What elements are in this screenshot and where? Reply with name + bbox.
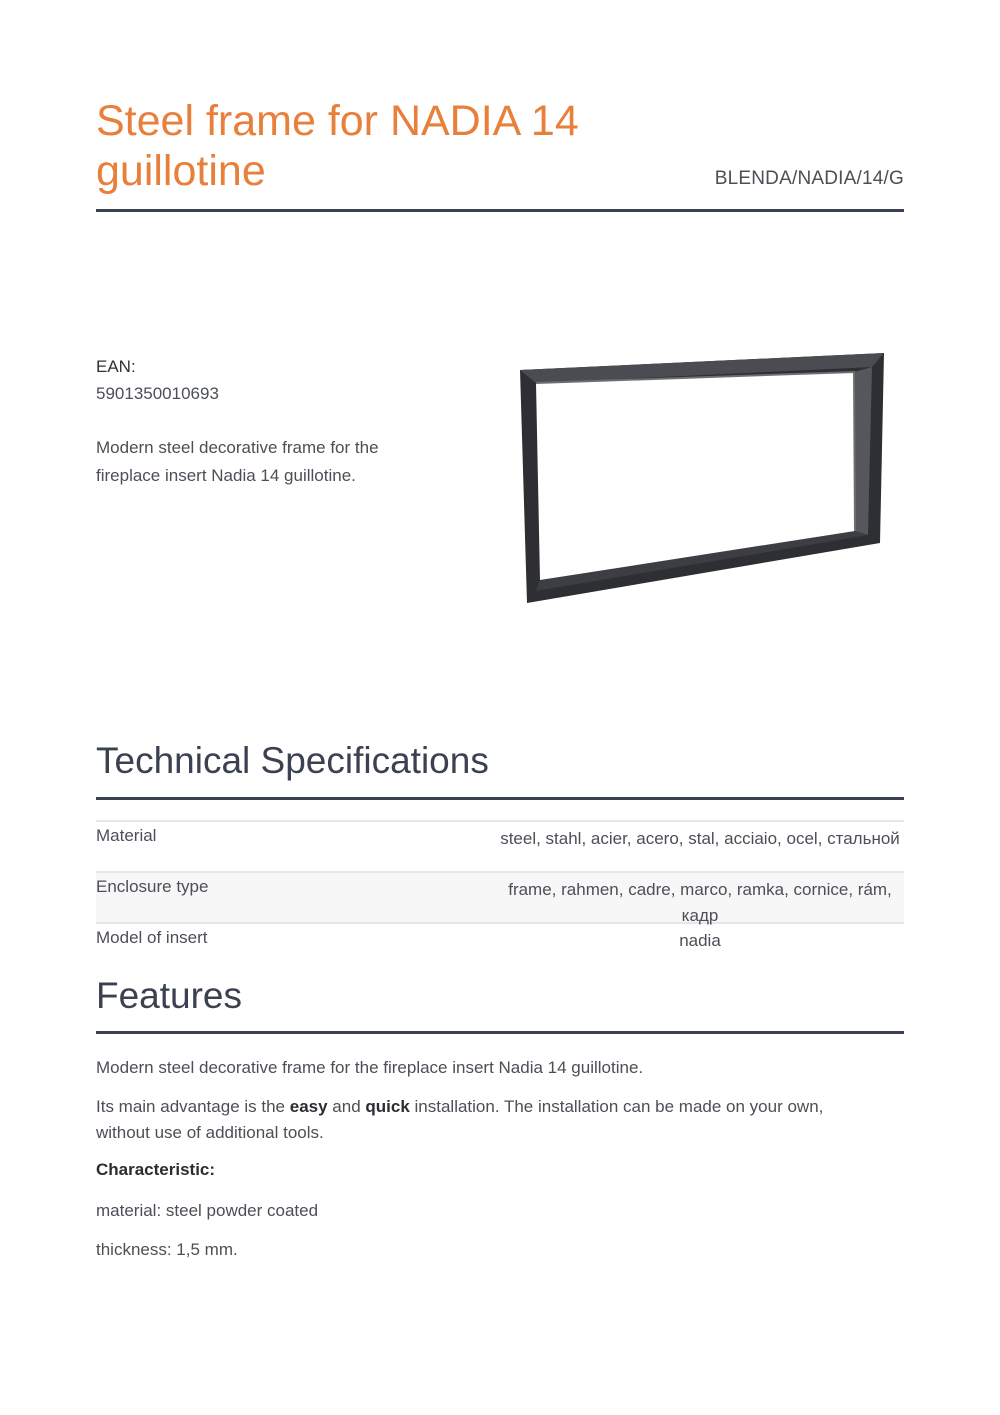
- header-divider: [96, 209, 904, 212]
- spec-value: frame, rahmen, cadre, marco, ramka, cornice, rám, кадр: [508, 880, 892, 925]
- spec-value: nadia: [679, 931, 721, 950]
- ean-value: 5901350010693: [96, 384, 219, 403]
- features-divider: [96, 1031, 904, 1034]
- table-row: [96, 871, 904, 925]
- advantage-quick: quick: [365, 1097, 410, 1116]
- frame-latch: [747, 539, 763, 545]
- steel-frame-image: [510, 345, 895, 610]
- spec-key: Material: [96, 826, 157, 845]
- specs-title: Technical Specifications: [96, 740, 489, 781]
- specs-divider: [96, 797, 904, 800]
- features-paragraph: Modern steel decorative frame for the fireplace insert Nadia 14 guillotine.: [96, 1058, 644, 1077]
- features-advantage: [96, 1094, 876, 1146]
- product-sku: BLENDA/NADIA/14/G: [714, 168, 904, 189]
- advantage-easy: easy: [289, 1097, 328, 1116]
- product-title: Steel frame for NADIA 14 guillotine: [96, 97, 579, 195]
- spec-key: Model of insert: [96, 928, 208, 947]
- specs-table: [96, 820, 904, 973]
- characteristic-thickness: thickness: 1,5 mm.: [96, 1240, 238, 1259]
- spec-key: Enclosure type: [96, 877, 209, 896]
- ean-label: EAN:: [96, 357, 136, 376]
- characteristic-material: material: steel powder coated: [96, 1201, 319, 1220]
- characteristic-heading: Characteristic:: [96, 1160, 216, 1179]
- product-intro: Modern steel decorative frame for the fireplace insert Nadia 14 guillotine.: [96, 438, 379, 485]
- spec-value: steel, stahl, acier, acero, stal, acciaio, ocel, стальной: [500, 829, 900, 848]
- features-title: Features: [96, 975, 243, 1016]
- table-row: [96, 820, 904, 871]
- table-row: [96, 922, 904, 973]
- advantage-text-c: installation. The installation can be made on your own, without use of additional tools.: [96, 1097, 824, 1142]
- advantage-text-a: Its main advantage is the: [96, 1097, 290, 1116]
- advantage-text-b: and: [327, 1097, 366, 1116]
